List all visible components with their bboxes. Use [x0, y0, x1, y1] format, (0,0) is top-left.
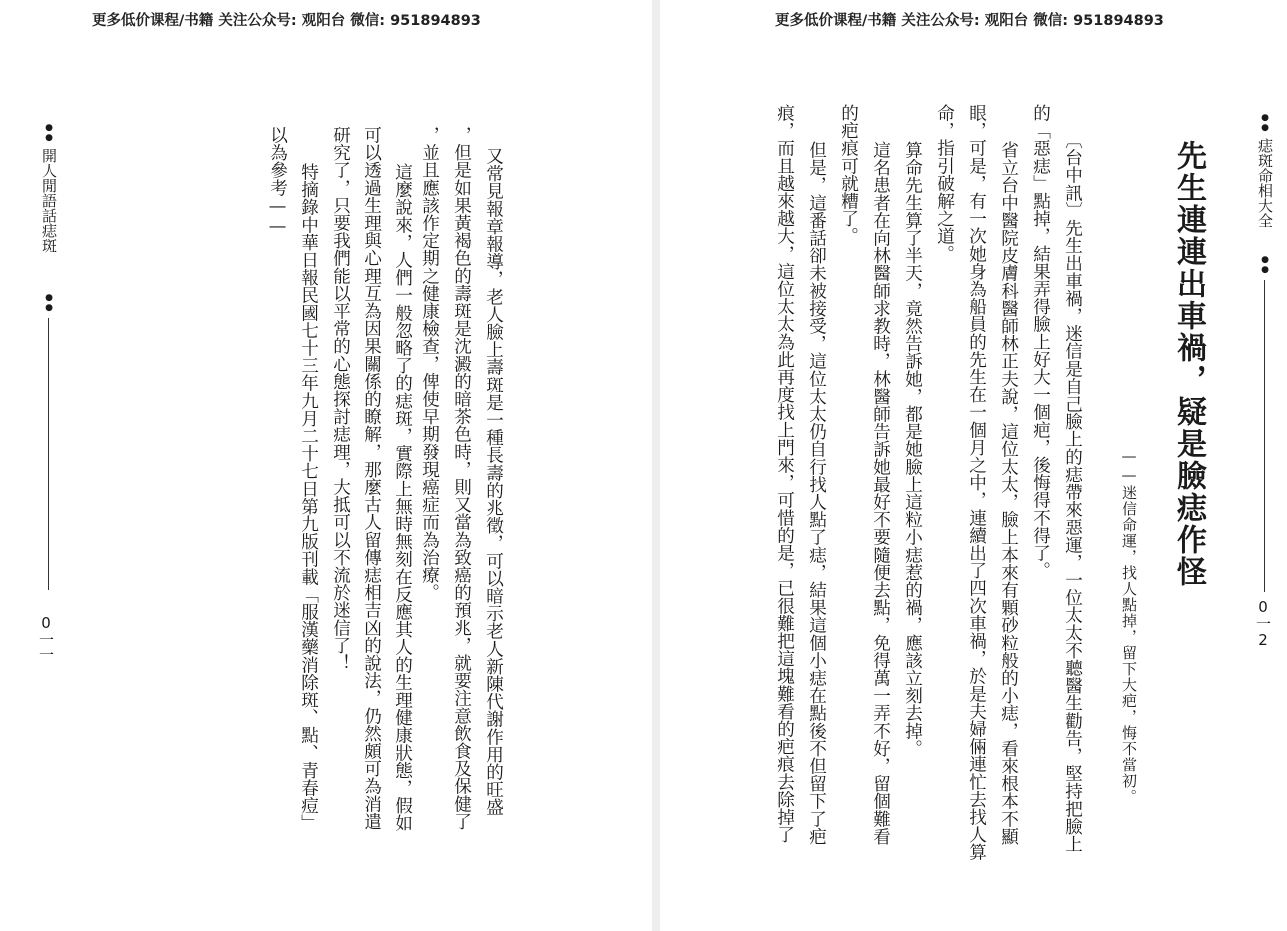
- watermark: 更多低价课程/书籍 关注公众号: 观阳台 微信: 951894893: [775, 13, 1164, 29]
- text-column: 但是，這番話卻未被接受，這位太太仍自行找人點了痣，結果這個小痣在點後不但留下了疤: [806, 141, 827, 845]
- text-column: 以為參考——: [267, 126, 288, 237]
- ornament-dots: ● ●: [45, 123, 53, 143]
- ornament-dots: ● ●: [1261, 255, 1269, 275]
- article-title: 先生連連出車禍，疑是臉痣作怪: [1171, 140, 1206, 588]
- text-column: 研究了，只要我們能以平常的心態探討痣理，大抵可以不流於迷信了！: [330, 126, 351, 672]
- text-column: ，但是如果黃褐色的壽斑是沈澱的暗茶色時，則又當為致癌的預兆，就要注意飲食及保健了: [451, 126, 472, 830]
- text-column: 可以透過生理與心理互為因果關係的瞭解，那麼古人留傳痣相吉凶的說法，仍然頗可為消遣: [361, 126, 382, 830]
- text-column: 的疤痕可就糟了。: [838, 104, 859, 245]
- text-column: 命，指引破解之道。: [934, 104, 955, 263]
- page-number: 0一2: [1254, 598, 1272, 649]
- running-header: 開人閒語話痣斑: [40, 148, 58, 253]
- watermark: 更多低价课程/书籍 关注公众号: 观阳台 微信: 951894893: [92, 13, 481, 29]
- article-subtitle: ——迷信命運，找人點掉，留下大疤，悔不當初。: [1120, 447, 1138, 805]
- text-column: 痕，而且越來越大，這位太太為此再度找上門來，可惜的是，已很難把這塊難看的疤痕去除掉了: [774, 104, 795, 844]
- margin-rule: [48, 318, 49, 590]
- text-column: 〔台中訊〕先生出車禍，迷信是自己臉上的痣帶來惡運，一位太太不聽醫生勸告，堅持把臉上: [1062, 131, 1083, 853]
- page-number: 0一一: [37, 614, 55, 662]
- right-page: [660, 0, 1287, 931]
- text-column: 算命先生算了半天，竟然告訴她，都是她臉上這粒小痣惹的禍，應該立刻去掉。: [902, 141, 923, 757]
- text-column: 的「惡痣」點掉，結果弄得臉上好大一個疤，後悔得不得了。: [1030, 104, 1051, 580]
- text-column: 省立台中醫院皮膚科醫師林正夫說，這位太太，臉上本來有顆砂粒般的小痣，看來根本不顯: [998, 141, 1019, 845]
- text-column: 眼，可是，有一次她身為船員的先生在一個月之中，連續出了四次車禍，於是夫婦倆連忙去找人算: [966, 104, 987, 861]
- text-column: 特摘錄中華日報民國七十三年九月二十七日第九版刊載「服漢藥消除斑、點、青春痘」: [298, 163, 319, 832]
- text-column: 又常見報章報導，老人臉上壽斑是一種長壽的兆徵，可以暗示老人新陳代謝作用的旺盛: [483, 147, 504, 816]
- margin-rule: [1264, 280, 1265, 592]
- ornament-dots: ● ●: [45, 293, 53, 313]
- text-column: 這麼說來，人們一般忽略了的痣斑，實際上無時無刻在反應其人的生理健康狀態，假如: [392, 163, 413, 832]
- ornament-dots: ● ●: [1261, 113, 1269, 133]
- text-column: ，並且應該作定期之健康檢查，俾使早期發現癌症而為治療。: [419, 126, 440, 602]
- running-header: 痣斑命相大全: [1256, 138, 1274, 228]
- text-column: 這名患者在向林醫師求教時，林醫師告訴她最好不要隨便去點，免得萬一弄不好，留個難看: [870, 141, 891, 845]
